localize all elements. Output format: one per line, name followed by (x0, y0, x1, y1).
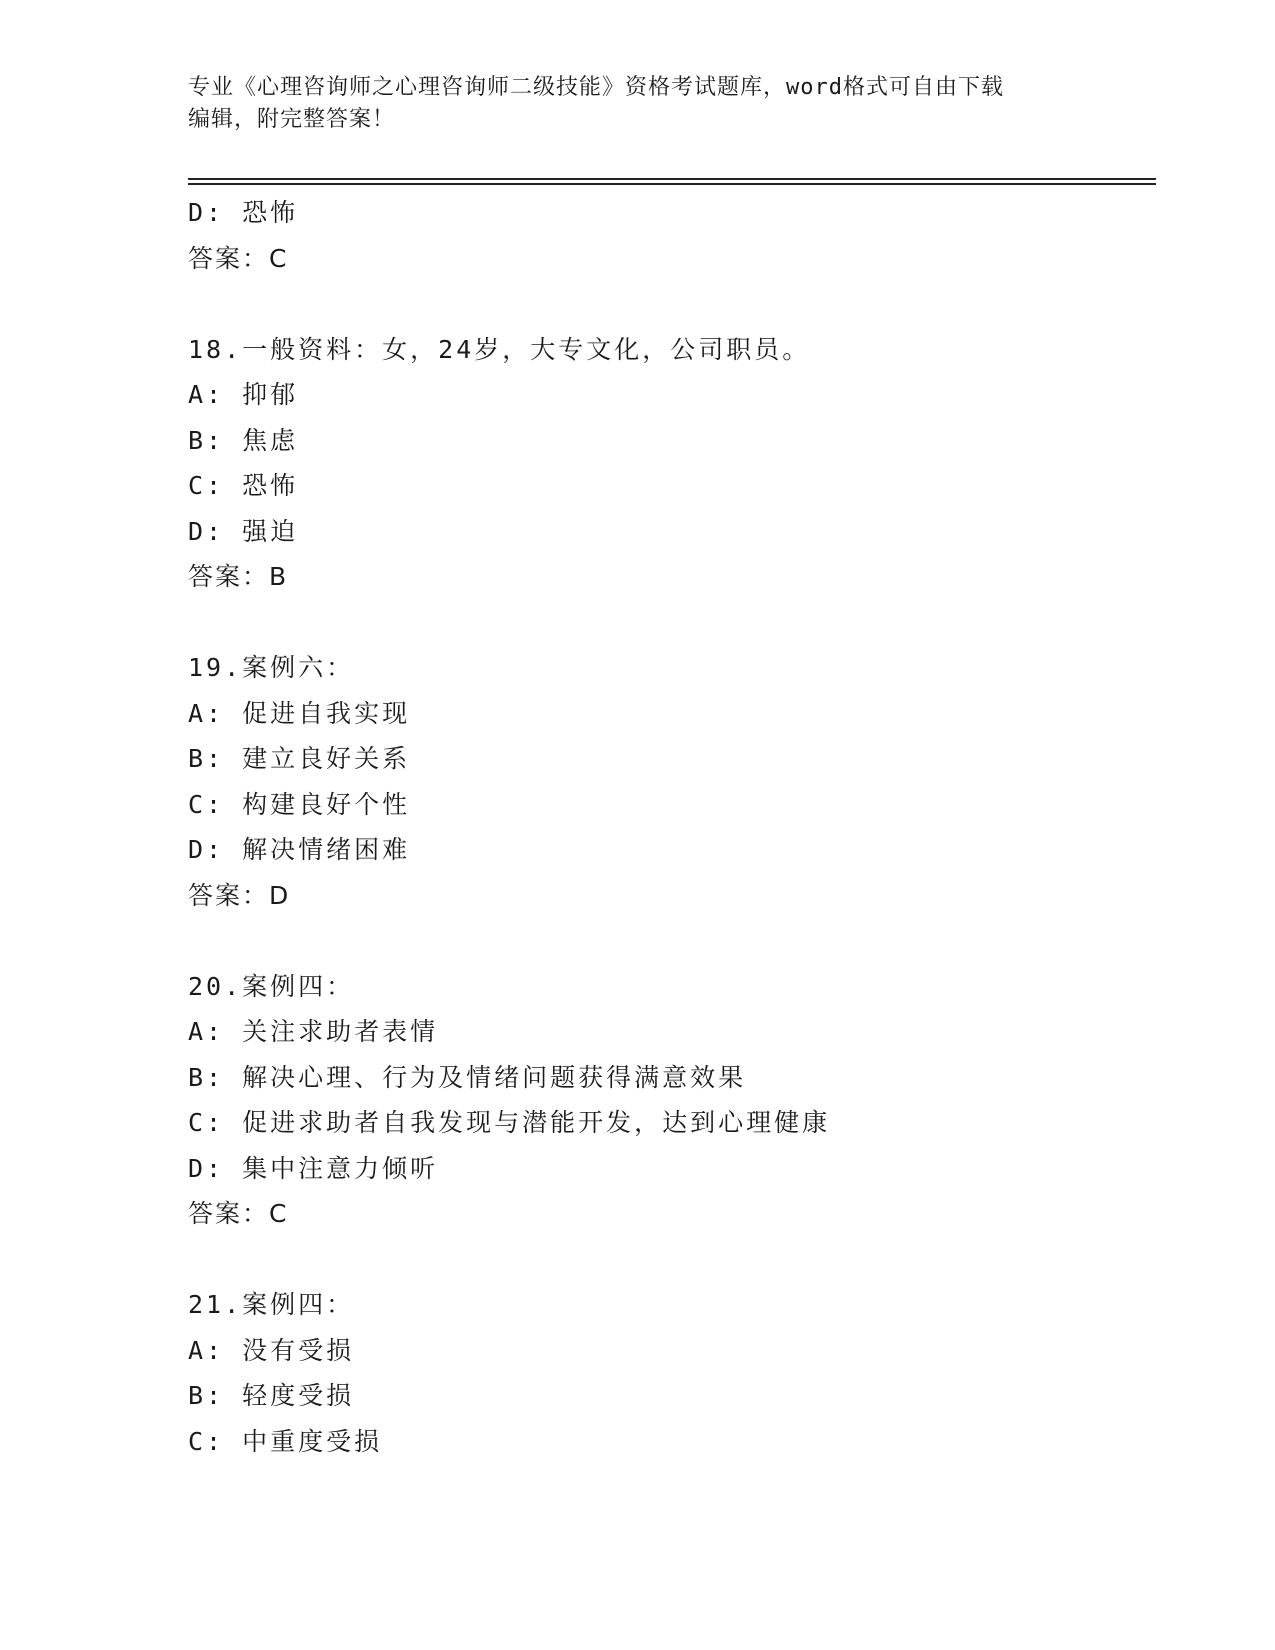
question-21 (188, 1282, 1148, 1464)
answer: 答案：D (188, 880, 291, 910)
option-a: A: 抑郁 (188, 380, 299, 409)
header-line-2: 编辑，附完整答案！ (188, 107, 396, 132)
option-d: D: 恐怖 (188, 198, 299, 227)
answer: 答案：C (188, 1199, 289, 1228)
option-a: A: 促进自我实现 (188, 698, 411, 728)
header-rule-top (188, 178, 1156, 180)
option-a: A: 关注求助者表情 (188, 1017, 439, 1046)
option-b: B: 解决心理、行为及情绪问题获得满意效果 (188, 1062, 747, 1092)
option-d: D: 强迫 (188, 516, 299, 546)
question-18 (188, 327, 1148, 601)
option-b: B: 焦虑 (188, 425, 299, 455)
spacer (188, 600, 1148, 645)
answer: 答案：B (188, 562, 289, 591)
spacer (188, 919, 1148, 964)
spacer (188, 282, 1148, 327)
question-20 (188, 964, 1148, 1238)
option-c: C: 恐怖 (188, 471, 299, 500)
option-d: D: 集中注意力倾听 (188, 1153, 439, 1183)
header-rule-bottom (188, 183, 1156, 185)
header-line-1: 专业《心理咨询师之心理咨询师二级技能》资格考试题库，word格式可自由下载 (188, 75, 1004, 100)
question-stem: 18.一般资料：女，24岁，大专文化，公司职员。 (188, 334, 811, 364)
option-d: D: 解决情绪困难 (188, 835, 411, 864)
option-c: C: 中重度受损 (188, 1426, 383, 1456)
question-list (188, 190, 1148, 1464)
option-a: A: 没有受损 (188, 1335, 355, 1365)
question-stem: 21.案例四： (188, 1290, 355, 1319)
option-b: B: 建立良好关系 (188, 744, 411, 773)
question-stem: 19.案例六： (188, 653, 355, 682)
question-19 (188, 645, 1148, 919)
answer: 答案：C (188, 243, 289, 273)
option-c: C: 促进求助者自我发现与潜能开发，达到心理健康 (188, 1108, 831, 1137)
spacer (188, 1237, 1148, 1282)
option-b: B: 轻度受损 (188, 1381, 355, 1410)
question-stem: 20.案例四： (188, 971, 355, 1001)
document-header (188, 72, 1088, 136)
option-c: C: 构建良好个性 (188, 789, 411, 819)
